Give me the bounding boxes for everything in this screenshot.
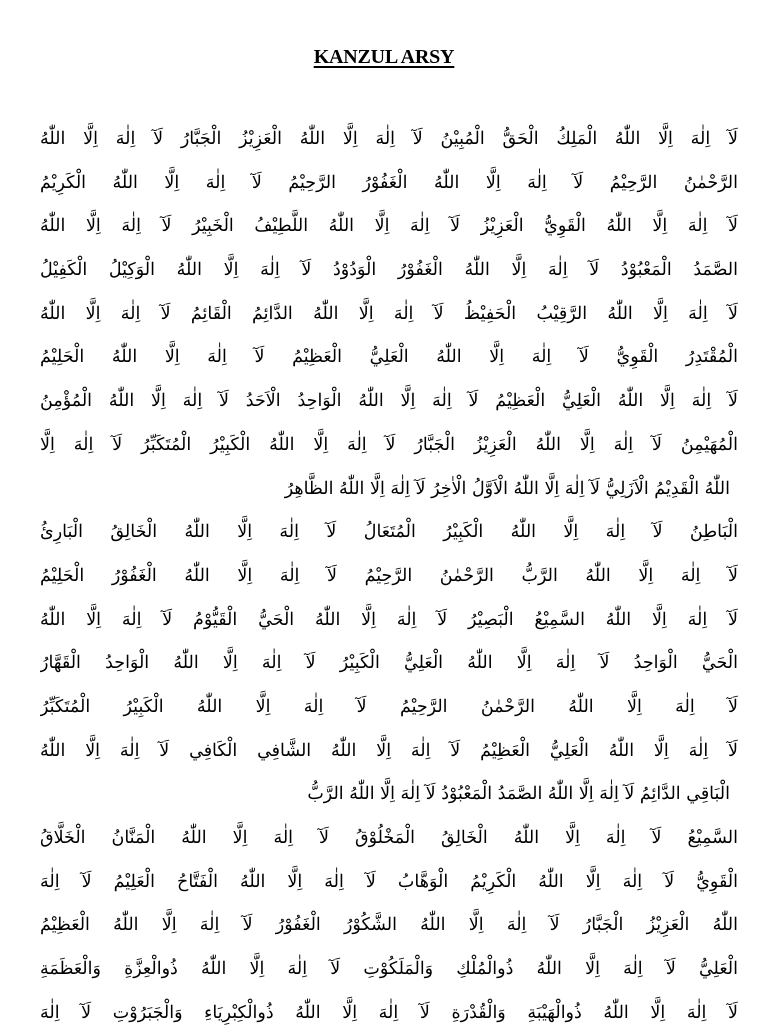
text-line: لَآ اِلٰهَ اِلَّا اللّٰهُ الرَّبُّ الرَّحْمٰنُ الرَّحِيْمُ لَآ اِلٰهَ اِلَّا اللّٰهُ الْغَفُوْرُ الْحَلِيْمُ — [40, 565, 738, 586]
page-title-text: KANZUL ARSY — [313, 46, 455, 68]
text-line: الْبَاقِي الدَّائِمُ لَآ اِلٰهَ اِلَّا اللّٰهُ الصَّمَدُ الْمَعْبُوْدُ لَآ اِلٰهَ اِلَّا اللّٰهُ الرَّبُّ — [307, 784, 730, 805]
text-line: الْعَلِيُّ لَآ اِلٰهَ اِلَّا اللّٰهُ ذُوالْمُلْكِ وَالْمَلَكُوْتِ لَآ اِلٰهَ اِلَّا اللّٰهُ ذُوالْعِزَّةِ وَالْعَظَمَةِ — [40, 959, 738, 980]
text-line: اللّٰهُ الْقَدِيْمُ الْاَزَلِيُّ لَآ اِلٰهَ اِلَّا اللّٰهُ الْاَوَّلُ الْاٰخِرُ لَآ اِلٰهَ اِلَّا اللّٰهُ الظَّاهِرُ — [284, 478, 730, 499]
text-line: السَّمِيْعُ لَآ اِلٰهَ اِلَّا اللّٰهُ الْخَالِقُ الْمَخْلُوْقُ لَآ اِلٰهَ اِلَّا اللّٰهُ الْمَنَّانُ الْخَلَّاقُ — [40, 828, 738, 848]
text-line: لَآ اِلٰهَ اِلَّا اللّٰهُ الْعَلِيُّ الْعَظِيْمُ لَآ اِلٰهَ اِلَّا اللّٰهُ الْوَاحِدُ الْاَحَدُ لَآ اِلٰهَ اِلَّا اللّٰهُ الْمُؤْمِنُ — [40, 391, 738, 412]
text-line: اللّٰهُ الْعَزِيْزُ الْجَبَّارُ لَآ اِلٰهَ اِلَّا اللّٰهُ الشَّكُوْرُ الْغَفُوْرُ لَآ اِلٰهَ اِلَّا اللّٰهُ الْعَظِيْمُ — [40, 915, 738, 936]
text-line: الْبَاطِنُ لَآ اِلٰهَ اِلَّا اللّٰهُ الْكَبِيْرُ الْمُتَعَالُ لَآ اِلٰهَ اِلَّا اللّٰهُ الْخَالِقُ الْبَارِئُ — [40, 522, 738, 543]
text-line: لَآ اِلٰهَ اِلَّا اللّٰهُ الرَّقِيْبُ الْحَفِيْظُ لَآ اِلٰهَ اِلَّا اللّٰهُ الدَّائِمُ الْقَائِمُ لَآ اِلٰهَ اِلَّا اللّٰهُ — [40, 303, 738, 324]
text-line: لَآ اِلٰهَ اِلَّا اللّٰهُ السَّمِيْعُ الْبَصِيْرُ لَآ اِلٰهَ اِلَّا اللّٰهُ الْحَيُّ الْقَيُّوْمُ لَآ اِلٰهَ اِلَّا اللّٰهُ — [40, 609, 738, 630]
text-line: لَآ اِلٰهَ اِلَّا اللّٰهُ الْمَلِكُ الْحَقُّ الْمُبِيْنُ لَآ اِلٰهَ اِلَّا اللّٰهُ الْعَزِيْزُ الْجَبَّارُ لَآ اِلٰهَ اِلَّا اللّٰهُ — [40, 129, 738, 149]
text-line: الْمُهَيْمِنُ لَآ اِلٰهَ اِلَّا اللّٰهُ الْعَزِيْزُ الْجَبَّارُ لَآ اِلٰهَ اِلَّا اللّٰهُ الْكَبِيْرُ الْمُتَكَبِّرُ لَآ اِلٰهَ اِلَّا — [40, 434, 738, 455]
page-title — [0, 46, 768, 69]
text-line: الرَّحْمٰنُ الرَّحِيْمُ لَآ اِلٰهَ اِلَّا اللّٰهُ الْغَفُوْرُ الرَّحِيْمُ لَآ اِلٰهَ اِلَّا اللّٰهُ الْكَرِيْمُ — [40, 172, 738, 193]
text-line: لَآ اِلٰهَ اِلَّا اللّٰهُ الرَّحْمٰنُ الرَّحِيْمُ لَآ اِلٰهَ اِلَّا اللّٰهُ الْكَبِيْرُ الْمُتَكَبِّرُ — [40, 696, 738, 717]
arabic-text-body — [40, 118, 738, 1035]
text-line: لَآ اِلٰهَ اِلَّا اللّٰهُ ذُوالْهَيْبَةِ وَالْقُدْرَةِ لَآ اِلٰهَ اِلَّا اللّٰهُ ذُوالْكِبْرِيَاءِ وَالْجَبَرُوْتِ لَآ اِلٰهَ — [40, 1002, 738, 1023]
text-line: الْقَوِيُّ لَآ اِلٰهَ اِلَّا اللّٰهُ الْكَرِيْمُ الْوَهَّابُ لَآ اِلٰهَ اِلَّا اللّٰهُ الْفَتَّاحُ الْعَلِيْمُ لَآ اِلٰهَ — [40, 871, 738, 892]
text-line: الصَّمَدُ الْمَعْبُوْدُ لَآ اِلٰهَ اِلَّا اللّٰهُ الْغَفُوْرُ الْوَدُوْدُ لَآ اِلٰهَ اِلَّا اللّٰهُ الْوَكِيْلُ الْكَفِيْلُ — [40, 260, 738, 281]
text-line: الْحَيُّ الْوَاحِدُ لَآ اِلٰهَ اِلَّا اللّٰهُ الْعَلِيُّ الْكَبِيْرُ لَآ اِلٰهَ اِلَّا اللّٰهُ الْوَاحِدُ الْقَهَّارُ — [40, 653, 738, 674]
text-line: لَآ اِلٰهَ اِلَّا اللّٰهُ الْعَلِيُّ الْعَظِيْمُ لَآ اِلٰهَ اِلَّا اللّٰهُ الشَّافِي الْكَافِي لَآ اِلٰهَ اِلَّا اللّٰهُ — [40, 740, 738, 761]
text-line: لَآ اِلٰهَ اِلَّا اللّٰهُ الْقَوِيُّ الْعَزِيْزُ لَآ اِلٰهَ اِلَّا اللّٰهُ اللَّطِيْفُ الْخَبِيْرُ لَآ اِلٰهَ اِلَّا اللّٰهُ — [40, 216, 738, 237]
text-line: الْمُقْتَدِرُ الْقَوِيُّ لَآ اِلٰهَ اِلَّا اللّٰهُ الْعَلِيُّ الْعَظِيْمُ لَآ اِلٰهَ اِلَّا اللّٰهُ الْحَلِيْمُ — [40, 347, 738, 368]
